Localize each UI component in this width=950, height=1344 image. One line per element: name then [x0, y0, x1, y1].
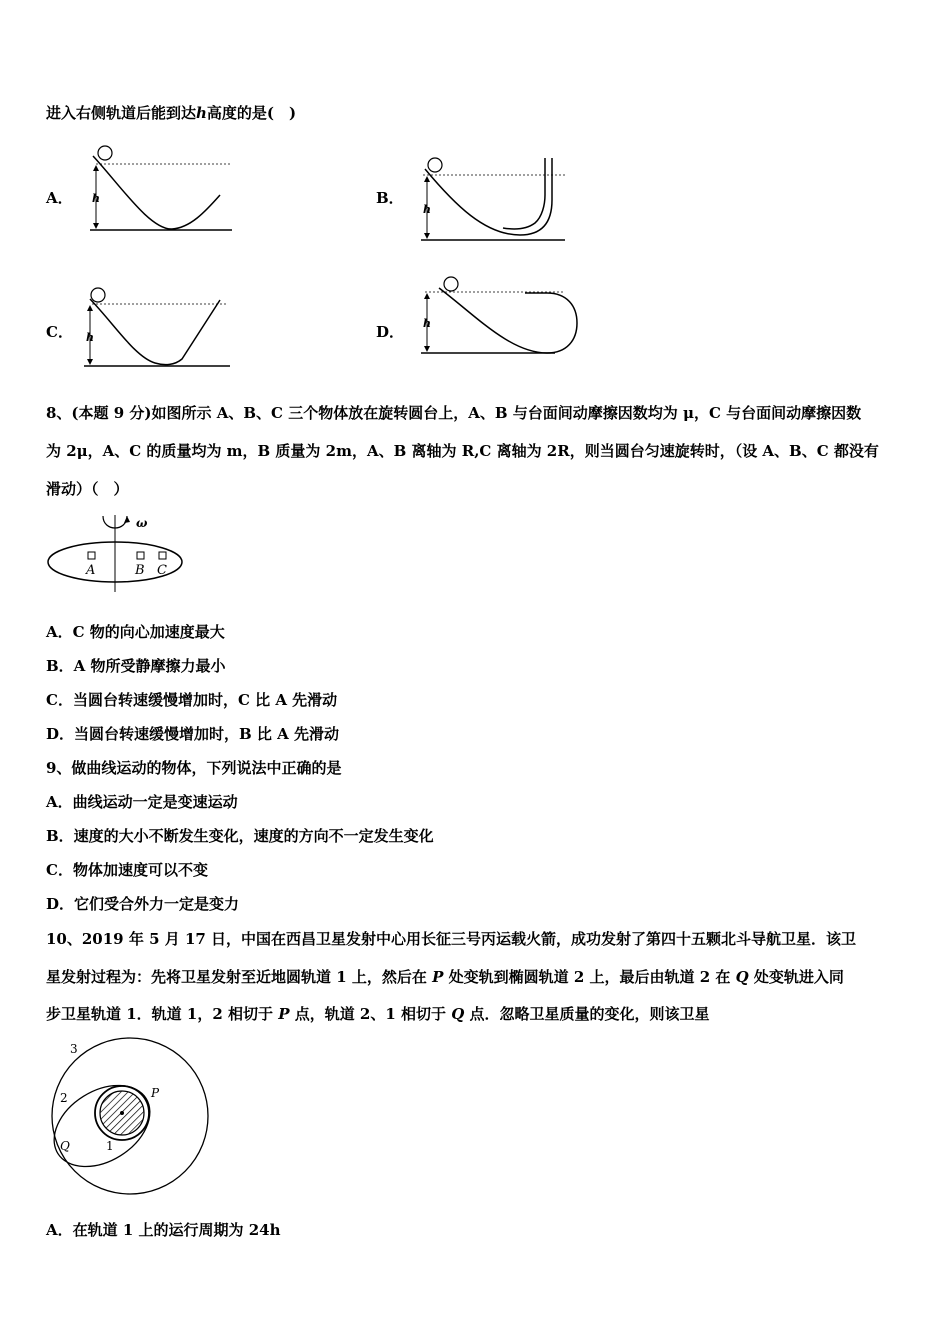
q10-stem-line3 — [46, 1004, 710, 1024]
q7-figure-b — [415, 155, 575, 250]
q7-option-b-label: B． — [376, 189, 404, 207]
q7-option-c-label: C． — [46, 323, 73, 341]
q8-option-d: D．当圆台转速缓慢增加时，B 比 A 先滑动 — [46, 725, 339, 743]
q9-option-d: D．它们受合外力一定是变力 — [46, 895, 240, 913]
ball-icon — [444, 277, 458, 291]
q9-option-a: A．曲线运动一定是变速运动 — [46, 793, 238, 811]
q7-figure-d — [415, 275, 585, 360]
block-a-label: A — [86, 563, 96, 578]
q9-option-c: C．物体加速度可以不变 — [46, 861, 208, 879]
q7-stem — [46, 103, 296, 123]
q10-line2-p: P — [432, 968, 444, 986]
q8-stem-line2: 为 2μ，A、C 的质量均为 m，B 质量为 2m，A、B 离轴为 R,C 离轴为 2R，则当圆台匀速旋转时，（设 A、B、C 都没有 — [46, 442, 879, 460]
q8-option-b: B．A 物所受静摩擦力最小 — [46, 657, 226, 675]
q10-line3-q: Q — [451, 1005, 465, 1023]
q9-option-b: B．速度的大小不断发生变化，速度的方向不一定发生变化 — [46, 827, 434, 845]
q8-figure-turntable — [45, 512, 190, 597]
q10-line3-part1: 步卫星轨道 1．轨道 1，2 相切于 — [46, 1005, 279, 1023]
point-p-label: P — [151, 1086, 160, 1100]
q9-stem: 9、做曲线运动的物体，下列说法中正确的是 — [46, 759, 342, 777]
q10-line3-part3: 点．忽略卫星质量的变化，则该卫星 — [464, 1005, 710, 1023]
block-c-label: C — [157, 563, 167, 578]
q7-a-h-label: h — [92, 192, 100, 205]
q8-option-c: C．当圆台转速缓慢增加时，C 比 A 先滑动 — [46, 691, 338, 709]
q8-stem-line3: 滑动）（ ） — [46, 480, 129, 498]
q10-stem-line1: 10、2019 年 5 月 17 日，中国在西昌卫星发射中心用长征三号丙运载火箭，成功发射了第四十五颗北斗导航卫星．该卫 — [46, 930, 857, 948]
q10-line2-part3: 处变轨进入同 — [748, 968, 844, 986]
orbit-3-label: 3 — [70, 1042, 78, 1056]
ball-icon — [98, 146, 112, 160]
q7-figure-a — [80, 140, 240, 240]
q8-option-a: A．C 物的向心加速度最大 — [46, 623, 225, 641]
q7-c-h-label: h — [86, 331, 94, 344]
q10-line3-part2: 点，轨道 2、1 相切于 — [289, 1005, 452, 1023]
q10-line2-q: Q — [735, 968, 749, 986]
ball-icon — [91, 288, 105, 302]
q7-stem-end: 高度的是( ) — [206, 104, 297, 122]
orbit-1-label: 1 — [106, 1139, 114, 1153]
point-q-label: Q — [60, 1139, 70, 1153]
q8-stem-line1: 8、(本题 9 分)如图所示 A、B、C 三个物体放在旋转圆台上，A、B 与台面间动摩擦因数均为 μ，C 与台面间动摩擦因数 — [46, 404, 862, 422]
q10-stem-line2 — [46, 967, 844, 987]
q10-line2-part1: 星发射过程为：先将卫星发射至近地圆轨道 1 上，然后在 — [46, 968, 433, 986]
omega-label: ω — [136, 516, 148, 530]
orbit-2-label: 2 — [60, 1091, 68, 1105]
ball-icon — [428, 158, 442, 172]
q7-stem-h: h — [196, 104, 207, 122]
q10-figure-orbits — [40, 1038, 215, 1198]
q10-line2-part2: 处变轨到椭圆轨道 2 上，最后由轨道 2 在 — [443, 968, 736, 986]
q10-option-a: A．在轨道 1 上的运行周期为 24h — [46, 1221, 281, 1239]
q7-b-h-label: h — [423, 203, 431, 216]
q7-d-h-label: h — [423, 317, 431, 330]
q7-option-a-label: A． — [46, 189, 73, 207]
q7-option-d-label: D． — [376, 323, 405, 341]
block-b-label: B — [135, 563, 145, 578]
q10-line3-p: P — [278, 1005, 290, 1023]
q7-stem-text: 进入右侧轨道后能到达 — [46, 104, 197, 122]
q7-figure-c — [80, 285, 240, 375]
